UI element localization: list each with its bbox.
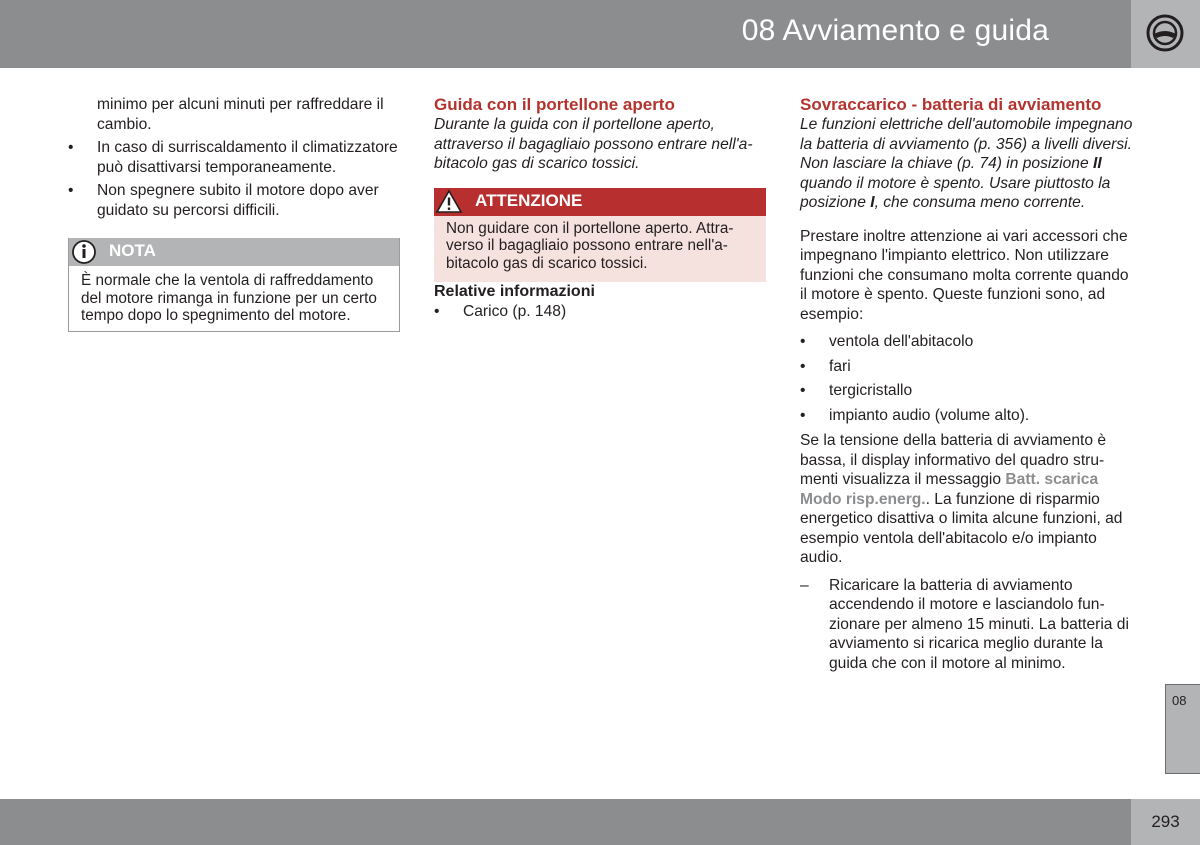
page-number: 293	[1151, 812, 1180, 831]
page-number-box	[1131, 799, 1200, 845]
column-left	[68, 95, 400, 332]
column-middle	[434, 95, 766, 321]
section-intro: Durante la guida con il portellone aperto, attraverso il bagagliaio possono entrare nell'abitacolo gas di scarico tossici.	[434, 116, 753, 172]
list-item: • tergicristallo	[800, 382, 913, 399]
chapter-icon-box	[1131, 0, 1200, 68]
paragraph: Se la tensione della batteria di avviamento è bassa, il display informativo del quadro strumenti visualizza il messaggio Batt. scarica Modo risp.energ.. La funzione di risparmio energetico disattiva o limita alcune funzioni, ad esempio ventola dell'abitacolo e/o impianto audio.	[800, 432, 1123, 566]
warning-triangle-icon	[434, 188, 464, 216]
warning-text: Non guidare con il portellone aperto. Attraverso il bagagliaio possono entrare nell'abitacolo gas di scarico tossici.	[446, 219, 734, 272]
warning-box	[434, 188, 766, 283]
paragraph: Prestare inoltre attenzione ai vari accessori che impegnano l'impianto elettrico. Non utilizzare funzioni che consumano molta corrente quando il motore è spento. Queste funzioni sono, ad esempio:	[800, 227, 1129, 323]
bullet-dot: •	[68, 139, 74, 156]
section-title: Sovraccarico - batteria di avviamento	[800, 95, 1102, 114]
note-label: NOTA	[109, 241, 156, 260]
steering-wheel-icon	[1145, 13, 1185, 53]
bullet-dot: •	[68, 182, 74, 199]
continued-text: minimo per alcuni minuti per raffreddare il cambio.	[97, 96, 384, 133]
list-item: • impianto audio (volume alto).	[800, 406, 1030, 424]
list-item: • In caso di surriscaldamento il climatizzatore può disattivarsi temporaneamente.	[68, 139, 398, 176]
list-item: • Non spegnere subito il motore dopo aver guidato su percorsi difficili.	[68, 182, 379, 219]
bullet-dot: •	[800, 357, 806, 375]
related-link[interactable]: Carico (p. 148)	[463, 302, 567, 320]
list-item	[434, 302, 766, 322]
chapter-title: 08 Avviamento e guida	[741, 14, 1049, 47]
column-right	[800, 95, 1136, 673]
display-message: Batt. scarica Modo risp.energ.	[800, 471, 1099, 508]
bullet-dot: •	[434, 302, 440, 320]
info-icon	[69, 238, 99, 266]
note-box-header	[69, 238, 399, 266]
note-box	[68, 238, 400, 332]
section-intro: Le funzioni elettriche dell'automobile impegnano la batteria di avviamento (p. 356) a livelli diversi. Non lasciare la chiave (p. 74) in posizione II quando il motore è spento. Usare piuttosto la posizione I, che consuma meno corrente.	[800, 116, 1133, 211]
bullet-dot: •	[800, 333, 806, 350]
warning-box-header	[434, 188, 766, 216]
dash-marker: –	[800, 576, 809, 594]
step-item: – Ricaricare la batteria di avviamento accendendo il motore e lasciandolo funzionare per almeno 15 minuti. La batteria di avviamento si ricarica meglio durante la guida che con il motore al minimo.	[800, 576, 1129, 672]
bullet-dot: •	[800, 406, 806, 424]
header-bar	[0, 0, 1131, 68]
bullet-dot: •	[800, 382, 806, 399]
list-item: • fari	[800, 357, 851, 375]
chapter-tab: 08	[1165, 684, 1200, 774]
note-text: È normale che la ventola di raffreddamento del motore rimanga in funzione per un certo tempo dopo lo spegnimento del motore.	[81, 272, 377, 324]
footer-bar	[0, 799, 1131, 845]
list-item: • ventola dell'abitacolo	[800, 333, 974, 350]
section-title: Guida con il portellone aperto	[434, 95, 675, 114]
warning-label: ATTENZIONE	[475, 190, 583, 210]
related-info-title: Relative informazioni	[434, 283, 595, 300]
